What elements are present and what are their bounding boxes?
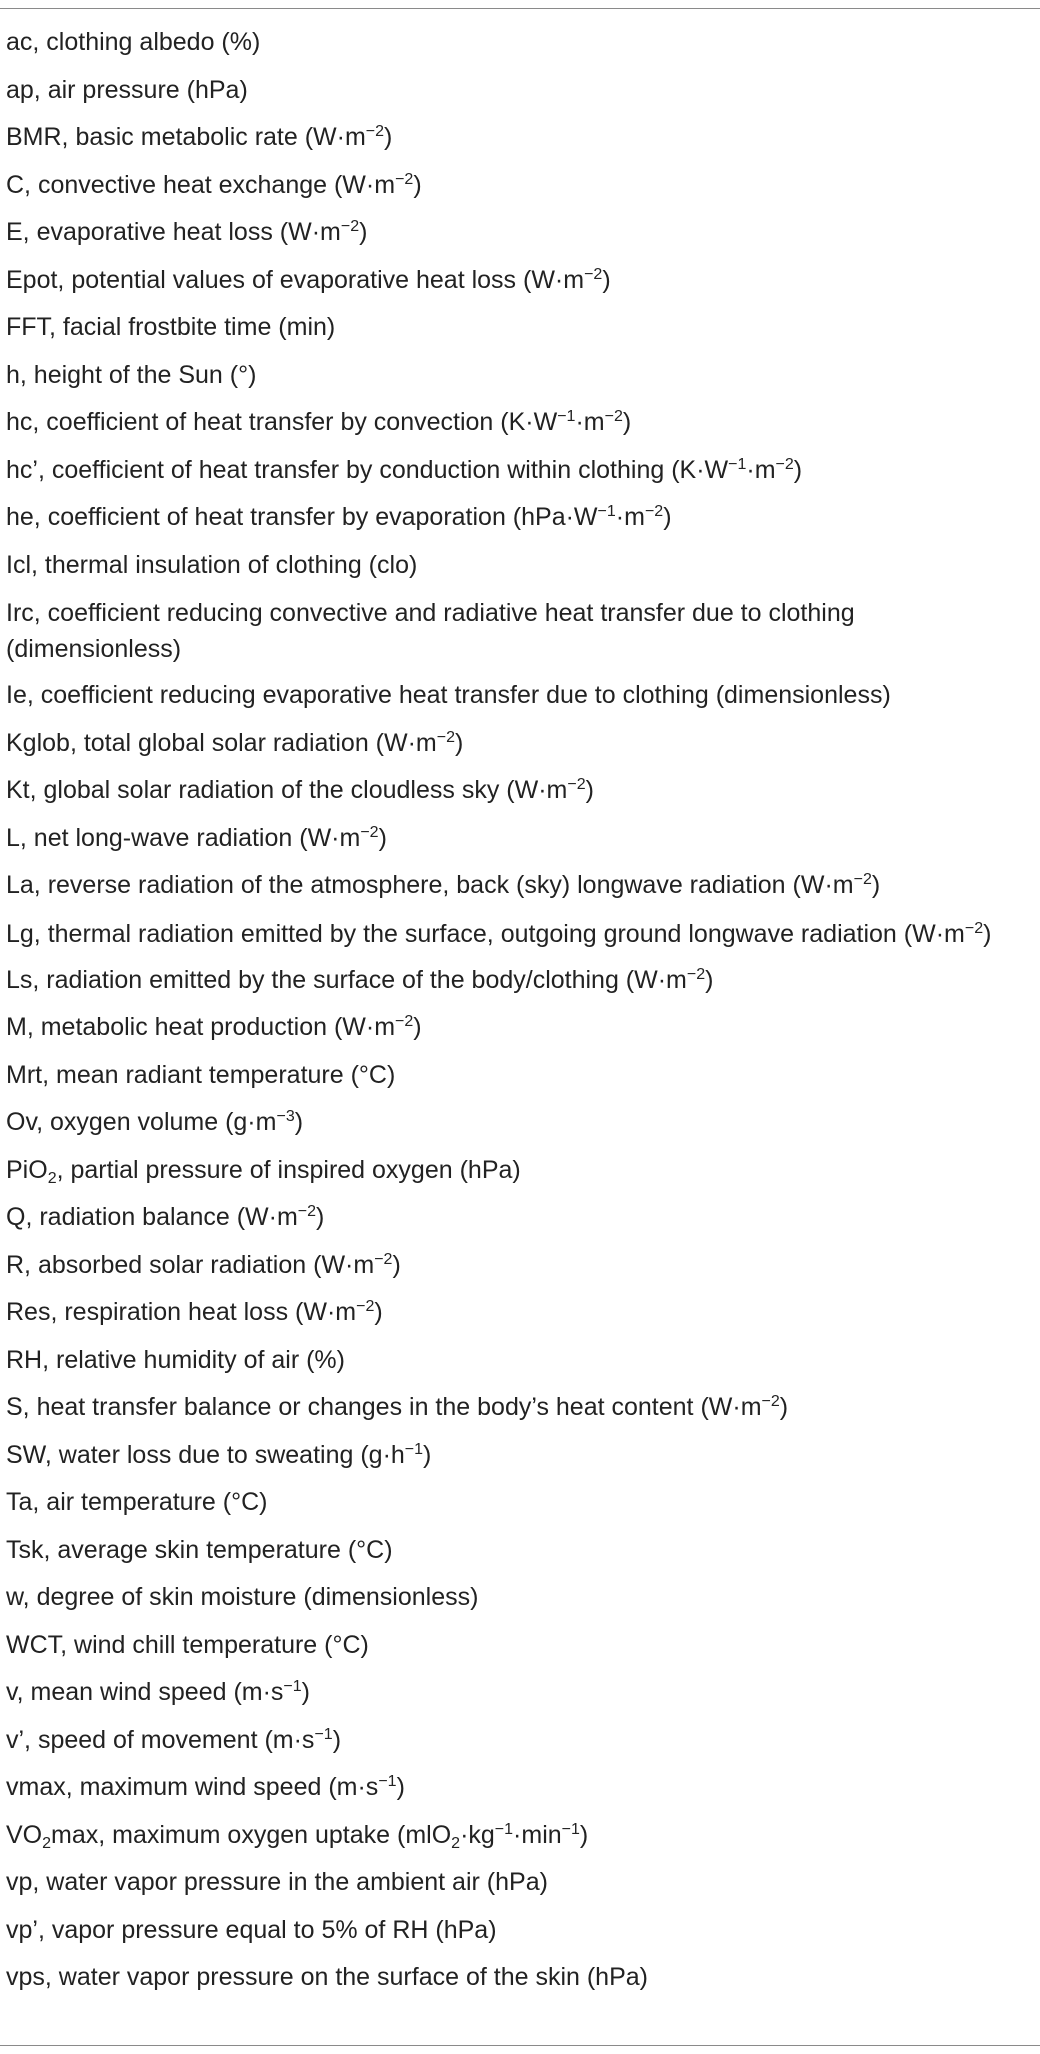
entry-superscript: −2 [395,170,414,188]
entry-superscript: −2 [360,823,379,841]
list-item [6,720,1016,768]
entry-text: vp’, vapor pressure equal to 5% of RH (hPa) [6,1915,497,1944]
entry-text: Ta, air temperature (°C) [6,1488,268,1516]
entry-superscript: −2 [584,265,603,283]
entry-text: v’, speed of movement (m·s [6,1725,315,1754]
entry-text: ) [663,503,672,531]
entry-text: Mrt, mean radiant temperature (°C) [6,1060,396,1089]
list-item [6,1242,1016,1290]
list-item [6,1717,1016,1765]
list-item [6,352,1016,400]
entry-superscript: −1 [378,1773,397,1790]
entry-text: ap, air pressure (hPa) [6,75,248,104]
list-item [6,957,1016,1005]
list-item [6,1479,1016,1527]
entry-text: ) [455,728,464,757]
list-item [6,1147,1016,1195]
entry-text: hc, coefficient of heat transfer by convection (K·W [6,408,558,436]
entry-superscript: −2 [395,1013,414,1030]
entry-text: S, heat transfer balance or changes in the body’s heat content (W·m [6,1393,762,1421]
entry-superscript: −1 [557,408,576,425]
entry-text: E, evaporative heat loss (W·m [6,218,341,246]
entry-text: BMR, basic metabolic rate (W·m [6,123,366,151]
entry-text: ·kg [460,1820,495,1849]
entry-text: ) [378,823,387,852]
entry-superscript: −2 [374,1250,393,1268]
list-item [6,1954,1016,2002]
list-item [6,1622,1016,1670]
list-item [6,1052,1016,1100]
entry-text: SW, water loss due to sweating (g·h [6,1440,405,1469]
entry-text: Ie, coefficient reducing evaporative heat transfer due to clothing (dimensionless) [6,681,891,709]
entry-text: vp, water vapor pressure in the ambient air (hPa) [6,1868,548,1896]
entry-text: Q, radiation balance (W·m [6,1203,298,1231]
entry-text: ) [983,919,992,948]
list-item [6,672,1016,720]
entry-superscript: −2 [964,919,984,937]
entry-text: Kt, global solar radiation of the cloudless sky (W·m [6,776,568,804]
entry-superscript: −1 [561,1820,580,1838]
entry-superscript: −2 [604,408,623,425]
entry-superscript: −2 [567,776,586,793]
list-item [6,1669,1016,1717]
entry-superscript: −1 [283,1678,302,1695]
entry-text: , partial pressure of inspired oxygen (hPa) [56,1155,521,1184]
entry-text: M, metabolic heat production (W·m [6,1013,396,1041]
entry-text: ) [301,1678,310,1706]
list-item [6,1907,1016,1955]
entry-text: Res, respiration heat loss (W·m [6,1298,357,1326]
entry-superscript: −2 [356,1298,375,1315]
entry-text: PiO [6,1155,48,1184]
entry-text: ) [413,170,422,199]
entry-text: ac, clothing albedo (%) [6,28,261,56]
entry-text: Icl, thermal insulation of clothing (clo) [6,550,418,579]
entry-text: Tsk, average skin temperature (°C) [6,1535,393,1564]
list-item [6,1289,1016,1337]
list-item [6,19,1016,67]
entry-text: ) [294,1108,304,1136]
entry-text: FFT, facial frostbite time (min) [6,313,336,341]
list-item [6,257,1016,305]
entry-text: ) [392,1250,401,1279]
list-item [6,1194,1016,1242]
list-item [6,67,1016,115]
list-item [6,1764,1016,1812]
entry-superscript: −1 [314,1725,333,1743]
entry-text: Lg, thermal radiation emitted by the surface, outgoing ground longwave radiation (W·m [6,919,965,948]
entry-text: w, degree of skin moisture (dimensionless) [6,1583,479,1611]
entry-text: ) [374,1298,383,1326]
list-item [6,1004,1016,1052]
entry-superscript: −2 [644,503,664,520]
entry-text: ) [413,1013,422,1041]
entry-superscript: −2 [761,1393,780,1410]
entry-superscript: −1 [494,1820,514,1838]
entry-text: h, height of the Sun (°) [6,360,257,389]
entry-superscript: −2 [853,871,872,888]
list-item [6,815,1016,863]
entry-text: Irc, coefficient reducing convective and radiative heat transfer due to clothing (dimensionless) [6,599,855,663]
entry-text: ) [622,408,632,436]
entry-text: he, coefficient of heat transfer by evaporation (hPa·W [6,503,598,531]
list-item [6,209,1016,257]
list-item [6,767,1016,815]
entry-text: Ls, radiation emitted by the surface of the body/clothing (W·m [6,965,687,994]
entry-text: ) [384,123,393,151]
entry-text: max, maximum oxygen uptake (mlO [51,1820,452,1849]
entry-text: La, reverse radiation of the atmosphere, back (sky) longwave radiation (W·m [6,871,854,899]
list-item [6,1432,1016,1480]
entry-subscript: 2 [42,1834,52,1852]
bottom-rule [0,2045,1040,2046]
list-item [6,447,1016,495]
entry-text: ) [396,1773,405,1801]
list-item [6,494,1016,542]
abbreviation-list [6,19,1016,2002]
entry-superscript: −3 [276,1108,295,1125]
entry-text: C, convective heat exchange (W·m [6,170,396,199]
entry-text: ) [423,1440,432,1469]
entry-text: v, mean wind speed (m·s [6,1678,284,1706]
list-item [6,1099,1016,1147]
entry-superscript: −1 [728,455,747,473]
list-item [6,114,1016,162]
list-item [6,589,1016,672]
entry-superscript: −2 [775,455,794,473]
list-item [6,399,1016,447]
entry-text: vmax, maximum wind speed (m·s [6,1773,379,1801]
list-item [6,910,1016,957]
entry-text: ) [585,776,594,804]
entry-superscript: −1 [597,503,616,520]
entry-text: ·min [513,1820,562,1849]
entry-superscript: −2 [297,1203,317,1220]
entry-text: vps, water vapor pressure on the surface of the skin (hPa) [6,1963,648,1991]
list-item [6,542,1016,590]
top-rule [0,8,1040,9]
list-item [6,162,1016,210]
list-item [6,1859,1016,1907]
entry-superscript: −1 [404,1440,424,1458]
entry-text: ) [332,1725,342,1754]
entry-superscript: −2 [686,965,706,983]
entry-text: VO [6,1820,43,1849]
list-item [6,1527,1016,1575]
entry-text: ) [793,455,803,484]
entry-text: RH, relative humidity of air (%) [6,1345,345,1374]
entry-text: ) [602,265,611,294]
entry-text: Epot, potential values of evaporative heat loss (W·m [6,265,585,294]
entry-text: Kglob, total global solar radiation (W·m [6,728,437,757]
entry-superscript: −2 [365,123,385,140]
entry-text: ·m [746,455,776,484]
entry-text: L, net long-wave radiation (W·m [6,823,361,852]
entry-text: ) [579,1820,589,1849]
entry-text: WCT, wind chill temperature (°C) [6,1630,369,1659]
entry-subscript: 2 [451,1834,461,1852]
list-item [6,1384,1016,1432]
entry-text: Ov, oxygen volume (g·m [6,1108,277,1136]
entry-text: ·m [615,503,645,531]
entry-subscript: 2 [47,1169,57,1187]
list-item [6,1574,1016,1622]
entry-text: hc’, coefficient of heat transfer by conduction within clothing (K·W [6,455,729,484]
entry-text: ) [871,871,881,899]
entry-text: ) [705,965,714,994]
entry-superscript: −2 [340,218,360,235]
entry-text: ) [779,1393,789,1421]
entry-superscript: −2 [436,728,455,746]
list-item [6,862,1016,910]
entry-text: ) [316,1203,325,1231]
list-item [6,1337,1016,1385]
entry-text: ) [359,218,368,246]
list-item [6,304,1016,352]
entry-text: ·m [575,408,605,436]
list-item [6,1812,1016,1860]
entry-text: R, absorbed solar radiation (W·m [6,1250,375,1279]
